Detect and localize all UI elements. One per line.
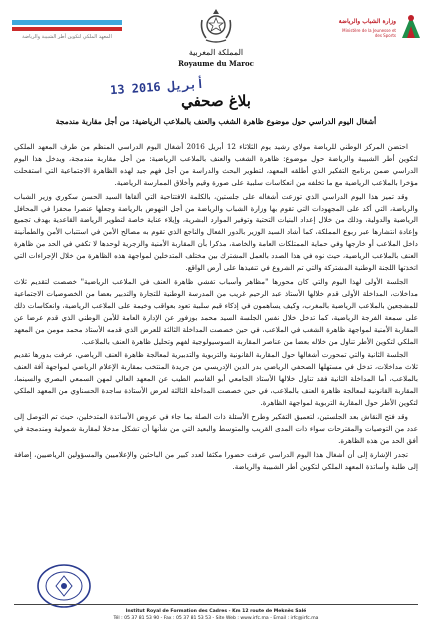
body-paragraph: تجدر الإشارة إلى أن أشغال هذا اليوم الدراسي عرفت حضورا مكثفا لعدد كبير من الباحثين والإعلاميين والمسؤولين الرياضيين، إضافة إلى طلبة وأساتذة المعهد الملكي لتكوين أطر الشبيبة والرياضة. — [14, 449, 418, 471]
kingdom-name-french: Royaume du Maroc — [178, 59, 254, 68]
press-release-body — [14, 141, 418, 569]
body-paragraph: وقد تميز هذا اليوم الدراسي الذي توزعت أشغاله على جلستين، بالكلمة الافتتاحية التي ألقاها السيد الحسن سكوري وزير الشباب والرياضة، التي أكد على المجهودات التي تقوم بها وزارة الشباب والرياضة من أجل النهوض بالرياضة وجعلها عنصرا محفزا في المحافل الرياضية والدولية، وذلك من خلال إعداد البنيات التحتية وتوفير الموارد البشرية، وإيلاء عناية خاصة لتطوير الرياضة القاعدية بهدف تجميع وإعادة انتشارها عبر ربوع المملكة، كما أشاد السيد الوزير بالدور الفعال والناجع الذي تقوم به مصالح الأمن في استتباب الأمن والطمأنينة داخل الملاعب أو خارجها وفي حماية الممتلكات العامة والخاصة، مذكرا بأن المقاربة الأمنية والزجرية لوحدها لا تكفي في الحد من ظاهرة العنف بالملاعب الرياضية، حيث نوه في هذا الصدد بالعمل المشترك بين مختلف المتدخلين لمواجهة هذه الظاهرة من خلال الإجراءات التي اتخذتها اللجنة الوطنية المشتركة والتي تم الشروع في تنفيذها على أرض الواقع. — [14, 191, 418, 273]
letterhead — [0, 0, 432, 82]
royal-emblem-icon — [196, 6, 236, 46]
body-paragraph: الجلسة الثانية والتي تمحورت أشغالها حول المقاربة القانونية والتربوية والتدبيرية لمعالجة ظاهرة العنف الرياضي، عرفت بدورها تقديم ثلاث مداخلات، تدخل في مستهلها الصحفي الرياضي بدر الدين الإدريسي من جريدة المنتخب بمقاربة الإعلام الرياضي لمواجهة آفة العنف بالملاعب، أما المداخلة الثانية فقد تناول خلالها الأستاذ الجامعي أبو القاسم الطيب عن المعهد العالي لمهن السمعي البصري والسينما، المقاربة القانونية لمعالجة ظاهرة العنف بالملاعب، في حين خصصت المداخلة الثالثة لعرض الأستاذة ساجدة الحسناوي من المعهد الملكي لتكوين الأطر حول المقاربة التربوية لمواجهة الظاهرة. — [14, 350, 418, 408]
date-stamp: 13 أبريل 2016 — [109, 76, 205, 98]
institute-logo — [12, 20, 122, 46]
ministry-emblem-icon — [398, 12, 424, 42]
body-paragraph: احتضن المركز الوطني للرياضة مولاي رشيد يوم الثلاثاء 12 أبريل 2016 أشغال اليوم الدراسي المنظم من طرف المعهد الملكي لتكوين أطر الشبيبة والرياضة حول موضوع: ظاهرة الشغب والعنف بالملاعب الرياضية: من أجل مقاربة مندمجة، ويدخل هذا اليوم الدراسي ضمن برنامج التفكير الذي أطلقه المعهد، لتطوير البحث والدراسة من أجل فهم جيد لهذه الظاهرة الاجتماعية التي استفحلت مؤخرا بالملاعب الرياضية مع ما تخلفه من انعكاسات سلبية على صورة وقيم وأخلاق الممارسة الرياضية. — [14, 142, 418, 187]
page-subtitle: أشغال اليوم الدراسي حول موضوع ظاهرة الشغب والعنف بالملاعب الرياضية: من أجل مقاربة مندمجة — [55, 117, 377, 126]
institute-logo-caption: المعهد الملكي لتكوين أطر الشبيبة والرياضة — [22, 34, 112, 40]
ministry-name-arabic: وزارة الشباب والرياضة — [338, 18, 396, 25]
page-footer — [0, 608, 432, 622]
body-paragraph: الجلسة الأولى لهذا اليوم والتي كان محورها "مظاهر وأسباب تفشي ظاهرة العنف في الملاعب الرياضية" خصصت لتقديم ثلاث مداخلات، المداخلة الأولى قدم خلالها الأستاذ عبد الرحيم غريب من المدرسة الوطنية للتجارة والتدبير بعضا من الخصوصيات الاجتماعية للمشجعين بالملاعب الرياضية بالمغرب، وكيف يساهمون في إذكاء قيم سلبية تعود بعواقب وخيمة على الملاعب الرياضية، وانعكاسات ذلك على سمعة الفرجة الرياضية، كما تدخل خلال نفس الجلسة السيد محمد بوزفور عن الإدارة العامة للأمن الوطني الذي قدم عرضا عن المقاربة الأمنية لمواجهة ظاهرة الشغب في الملاعب، في حين خصصت المداخلة الثالثة للعرض الذي قدمه الأستاذ محمد مومن من المعهد الملكي لتكوين الأطر تناول من خلاله بعضا من عناصر المقاربة السوسيولوجية لفهم وتحليل ظاهرة العنف بالملاعب. — [14, 276, 418, 346]
footer-institution: Institut Royal de Formation des Cadres - Km 12 route de Meknès Salé — [125, 609, 307, 614]
ministry-name-french: Ministère de la Jeunesse et des Sports — [342, 28, 396, 38]
footer-contact: Tél : 05 37 81 53 90 - Fax : 05 37 81 53 53 - Site Web : www.irfc.ma - Email : irfc@irfc.ma — [113, 616, 319, 621]
kingdom-name-arabic: المملكة المغربية — [188, 48, 244, 57]
body-paragraph: وقد فتح النقاش بعد الجلستين، لتعميق التفكير وطرح الأسئلة ذات الصلة بما جاء في عروض الأساتذة المتدخلين، حيث تم التوصل إلى عدد من التوصيات والمقترحات سواء ذات المدى القريب والمتوسط والبعيد التي من شأنها أن تشكل مدخلا لمقاربة شمولية ومندمجة في أفق الحد من هذه الظاهرة. — [14, 411, 418, 445]
ministry-logo — [334, 6, 424, 64]
official-seal-stamp — [36, 562, 92, 610]
page-title: بلاغ صحفي — [181, 92, 251, 110]
footer-divider — [14, 604, 418, 605]
